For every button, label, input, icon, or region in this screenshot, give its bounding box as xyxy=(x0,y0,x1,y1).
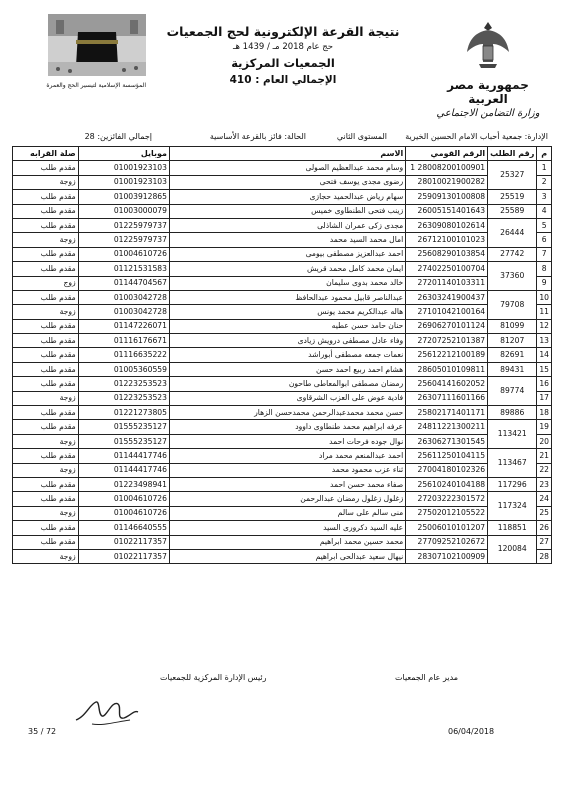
request-number: 89886 xyxy=(488,406,537,420)
national-id: 24811221300211 xyxy=(406,420,488,434)
national-id: 27709252102672 xyxy=(406,535,488,549)
national-id: 26309080102614 xyxy=(406,218,488,232)
request-number: 118851 xyxy=(488,521,537,535)
request-number: 81207 xyxy=(488,334,537,348)
table-row xyxy=(13,449,552,463)
row-number: 22 xyxy=(537,463,552,477)
national-id: 28010021900282 xyxy=(406,175,488,189)
relation: زوج xyxy=(13,276,79,290)
relation: مقدم طلب xyxy=(13,161,79,175)
row-number: 5 xyxy=(537,218,552,232)
relation: مقدم طلب xyxy=(13,521,79,535)
column-header: صلة القرابه xyxy=(13,147,79,161)
row-number: 23 xyxy=(537,477,552,491)
row-number: 21 xyxy=(537,449,552,463)
table-row xyxy=(13,305,552,319)
table-row xyxy=(13,319,552,333)
ministry-logo xyxy=(432,18,544,119)
mobile-number: 01116176671 xyxy=(78,334,169,348)
table-row xyxy=(13,377,552,391)
applicant-name: صفاء محمد حسن احمد xyxy=(169,477,405,491)
national-id: 28605010109811 xyxy=(406,362,488,376)
mobile-number: 01144417746 xyxy=(78,463,169,477)
row-number: 12 xyxy=(537,319,552,333)
applicant-name: رمضان مصطفى ابوالمعاطى طاحون xyxy=(169,377,405,391)
logo-caption: المؤسسة الإسلامية لتيسير الحج والعمرة xyxy=(46,82,146,89)
mobile-number: 01147226071 xyxy=(78,319,169,333)
national-id: 27101042100164 xyxy=(406,305,488,319)
row-number: 27 xyxy=(537,535,552,549)
applicant-name: فادية عوض على العزب الشرقاوى xyxy=(169,391,405,405)
mobile-number: 01004610726 xyxy=(78,492,169,506)
table-row xyxy=(13,204,552,218)
applicant-name: احمد عبدالمنعم محمد مراد xyxy=(169,449,405,463)
table-row xyxy=(13,477,552,491)
request-number: 117324 xyxy=(488,492,537,521)
applicant-name: امال محمد السيد محمد xyxy=(169,233,405,247)
request-number: 89431 xyxy=(488,362,537,376)
column-header: رقم الطلب xyxy=(488,147,537,161)
mobile-number: 01022117357 xyxy=(78,535,169,549)
mobile-number: 01121531583 xyxy=(78,262,169,276)
applicant-name: عرفه ابراهيم محمد طنطاوى داوود xyxy=(169,420,405,434)
mobile-number: 01555235127 xyxy=(78,434,169,448)
relation: زوجة xyxy=(13,506,79,520)
applicant-name: هشام احمد ربيع احمد حسن xyxy=(169,362,405,376)
relation: مقدم طلب xyxy=(13,262,79,276)
national-id: 27203222301572 xyxy=(406,492,488,506)
national-id: 28307102100909 xyxy=(406,549,488,563)
applicant-name: سهام رياض عبدالحميد حجازى xyxy=(169,190,405,204)
column-header: م xyxy=(537,147,552,161)
relation: زوجة xyxy=(13,233,79,247)
row-number: 4 xyxy=(537,204,552,218)
table-row xyxy=(13,535,552,549)
mobile-number: 01221273805 xyxy=(78,406,169,420)
row-number: 9 xyxy=(537,276,552,290)
applicant-name: ثناء عزب محمود محمد xyxy=(169,463,405,477)
report-title: نتيجة القرعة الإلكترونية لحج الجمعيات xyxy=(166,24,400,39)
row-number: 13 xyxy=(537,334,552,348)
request-number: 117296 xyxy=(488,477,537,491)
mobile-number: 01555235127 xyxy=(78,420,169,434)
national-id: 25611250104115 xyxy=(406,449,488,463)
applicant-name: منى سالم على سالم xyxy=(169,506,405,520)
applicant-name: رضوى مجدى يوسف فتحى xyxy=(169,175,405,189)
applicant-name: زينب فتحى الطنطاوى خميس xyxy=(169,204,405,218)
row-number: 2 xyxy=(537,175,552,189)
table-row xyxy=(13,492,552,506)
national-id: 25909130100808 xyxy=(406,190,488,204)
mobile-number: 01004610726 xyxy=(78,247,169,261)
kaaba-logo xyxy=(48,14,146,89)
row-number: 20 xyxy=(537,434,552,448)
applicant-name: ايمان محمد كامل محمد قريش xyxy=(169,262,405,276)
relation: زوجة xyxy=(13,434,79,448)
print-date: 06/04/2018 xyxy=(448,727,495,736)
relation: مقدم طلب xyxy=(13,420,79,434)
row-number: 18 xyxy=(537,406,552,420)
request-number: 89774 xyxy=(488,377,537,406)
relation: مقدم طلب xyxy=(13,190,79,204)
column-header: الاسم xyxy=(169,147,405,161)
relation: مقدم طلب xyxy=(13,204,79,218)
applicant-name: نيهال سعيد عبدالحى ابراهيم xyxy=(169,549,405,563)
row-number: 1 xyxy=(537,161,552,175)
applicant-name: عليه السيد دكرورى السيد xyxy=(169,521,405,535)
applicant-name: هاله عبدالكريم محمد يونس xyxy=(169,305,405,319)
row-number: 19 xyxy=(537,420,552,434)
relation: مقدم طلب xyxy=(13,535,79,549)
request-number: 82691 xyxy=(488,348,537,362)
national-id: 27502012105522 xyxy=(406,506,488,520)
national-id: 27402250100704 xyxy=(406,262,488,276)
applicant-name: مجدى زكى عمران الشاذلى xyxy=(169,218,405,232)
request-number: 113421 xyxy=(488,420,537,449)
mobile-number: 01225979737 xyxy=(78,218,169,232)
mobile-number: 01003912865 xyxy=(78,190,169,204)
table-row xyxy=(13,334,552,348)
national-id: 25802171401171 xyxy=(406,406,488,420)
mobile-number: 01003042728 xyxy=(78,305,169,319)
table-row xyxy=(13,549,552,563)
table-row xyxy=(13,362,552,376)
mobile-number: 01223253523 xyxy=(78,377,169,391)
report-header xyxy=(150,24,416,86)
relation: مقدم طلب xyxy=(13,247,79,261)
national-id: 25612212100189 xyxy=(406,348,488,362)
relation: مقدم طلب xyxy=(13,319,79,333)
row-number: 8 xyxy=(537,262,552,276)
national-id: 27207252101387 xyxy=(406,334,488,348)
mobile-number: 01001923103 xyxy=(78,161,169,175)
table-row xyxy=(13,420,552,434)
mobile-number: 01116635222 xyxy=(78,348,169,362)
handwritten-signature-icon xyxy=(72,690,142,730)
national-id: 26303241900437 xyxy=(406,290,488,304)
table-row xyxy=(13,276,552,290)
winners-table-wrapper xyxy=(12,146,552,564)
column-header: موبايل xyxy=(78,147,169,161)
applicant-name: عبدالناصر قابيل محمود عبدالحافظ xyxy=(169,290,405,304)
request-number: 27742 xyxy=(488,247,537,261)
applicant-name: محمد حسين محمد ابراهيم xyxy=(169,535,405,549)
mobile-number: 01004610726 xyxy=(78,506,169,520)
national-id: 26906270101124 xyxy=(406,319,488,333)
mobile-number: 01144417746 xyxy=(78,449,169,463)
mobile-number: 01144704567 xyxy=(78,276,169,290)
relation: زوجة xyxy=(13,175,79,189)
row-number: 17 xyxy=(537,391,552,405)
grand-total: الإجمالي العام : 410 xyxy=(229,74,337,86)
relation: مقدم طلب xyxy=(13,406,79,420)
table-row xyxy=(13,434,552,448)
national-id: 26005151401643 xyxy=(406,204,488,218)
request-number: 81099 xyxy=(488,319,537,333)
row-number: 28 xyxy=(537,549,552,563)
row-number: 7 xyxy=(537,247,552,261)
table-row xyxy=(13,406,552,420)
mobile-number: 01225979737 xyxy=(78,233,169,247)
table-row xyxy=(13,218,552,232)
row-number: 24 xyxy=(537,492,552,506)
request-number: 37360 xyxy=(488,262,537,291)
relation: مقدم طلب xyxy=(13,449,79,463)
row-number: 15 xyxy=(537,362,552,376)
mobile-number: 01005360559 xyxy=(78,362,169,376)
level-label: المستوى الثاني xyxy=(336,132,387,141)
applicant-name: وسام محمد عبدالعظيم الصولى xyxy=(169,161,405,175)
table-header-row xyxy=(13,147,552,161)
national-id: 26306271301545 xyxy=(406,434,488,448)
applicant-name: وفاء عادل مصطفى درويش زيادى xyxy=(169,334,405,348)
table-body xyxy=(13,161,552,564)
applicant-name: حسن محمد محمدعبدالرحمن محمدحسن الزهار xyxy=(169,406,405,420)
national-id: 25608290103854 xyxy=(406,247,488,261)
column-header: الرقم القومي xyxy=(406,147,488,161)
applicant-name: احمد عبدالعزيز مصطفى بيومى xyxy=(169,247,405,261)
mobile-number: 01001923103 xyxy=(78,175,169,189)
mobile-number: 01146640555 xyxy=(78,521,169,535)
applicant-name: نوال جوده فرحات احمد xyxy=(169,434,405,448)
status-label: الحالة: فائز بالقرعة الأساسية xyxy=(209,132,306,141)
relation: مقدم طلب xyxy=(13,477,79,491)
table-row xyxy=(13,161,552,175)
national-id: 26712100101023 xyxy=(406,233,488,247)
mobile-number: 01003000079 xyxy=(78,204,169,218)
request-number: 25519 xyxy=(488,190,537,204)
national-id: 28008200100901 1 xyxy=(406,161,488,175)
relation: زوجة xyxy=(13,391,79,405)
relation: مقدم طلب xyxy=(13,218,79,232)
row-number: 25 xyxy=(537,506,552,520)
table-row xyxy=(13,262,552,276)
table-row xyxy=(13,463,552,477)
relation: مقدم طلب xyxy=(13,377,79,391)
eagle-emblem-icon xyxy=(465,18,511,72)
central-head-signature-label: رئيس الإدارة المركزية للجمعيات xyxy=(160,673,267,682)
applicant-name: حنان حامد حسن عطيه xyxy=(169,319,405,333)
hajj-season: حج عام 2018 مـ / 1439 هـ xyxy=(232,42,334,52)
mobile-number: 01003042728 xyxy=(78,290,169,304)
applicant-name: خالد محمد بدوى سليمان xyxy=(169,276,405,290)
table-row xyxy=(13,506,552,520)
table-row xyxy=(13,521,552,535)
row-number: 16 xyxy=(537,377,552,391)
row-number: 3 xyxy=(537,190,552,204)
table-row xyxy=(13,190,552,204)
applicant-name: زغلول زغلول رمضان عبدالرحمن xyxy=(169,492,405,506)
row-number: 14 xyxy=(537,348,552,362)
ministry-name: وزارة التضامن الاجتماعي xyxy=(436,108,540,119)
applicant-name: نعمات جمعه مصطفى أبوراشد xyxy=(169,348,405,362)
table-row xyxy=(13,175,552,189)
table-row xyxy=(13,233,552,247)
table-row xyxy=(13,391,552,405)
kaaba-image-icon xyxy=(48,14,146,76)
request-number: 79708 xyxy=(488,290,537,319)
relation: مقدم طلب xyxy=(13,362,79,376)
mobile-number: 01223498941 xyxy=(78,477,169,491)
table-row xyxy=(13,247,552,261)
relation: مقدم طلب xyxy=(13,290,79,304)
national-id: 26307111601166 xyxy=(406,391,488,405)
report-subtitle: الجمعيات المركزية xyxy=(231,56,335,70)
republic-name: جمهورية مصر العربية xyxy=(447,78,529,106)
page-indicator: 35 / 72 xyxy=(28,727,57,736)
row-number: 6 xyxy=(537,233,552,247)
request-number: 120084 xyxy=(488,535,537,564)
winners-table xyxy=(12,146,552,564)
table-row xyxy=(13,290,552,304)
relation: زوجة xyxy=(13,305,79,319)
national-id: 27004180102326 xyxy=(406,463,488,477)
relation: مقدم طلب xyxy=(13,492,79,506)
administration-label: الإدارة: جمعية أحباب الامام الحسين الخيرية xyxy=(405,132,548,141)
row-number: 10 xyxy=(537,290,552,304)
relation: مقدم طلب xyxy=(13,348,79,362)
table-row xyxy=(13,348,552,362)
request-number: 26444 xyxy=(488,218,537,247)
relation: زوجة xyxy=(13,549,79,563)
winners-count: إجمالي الفائزين: 28 xyxy=(84,132,152,141)
row-number: 26 xyxy=(537,521,552,535)
relation: زوجة xyxy=(13,463,79,477)
national-id: 27201140103311 xyxy=(406,276,488,290)
request-number: 113467 xyxy=(488,449,537,478)
mobile-number: 01223253523 xyxy=(78,391,169,405)
request-number: 25327 xyxy=(488,161,537,190)
national-id: 25006010101207 xyxy=(406,521,488,535)
request-number: 25589 xyxy=(488,204,537,218)
row-number: 11 xyxy=(537,305,552,319)
national-id: 25610240104188 xyxy=(406,477,488,491)
national-id: 25604141602052 xyxy=(406,377,488,391)
relation: مقدم طلب xyxy=(13,334,79,348)
info-bar xyxy=(12,130,552,146)
mobile-number: 01022117357 xyxy=(78,549,169,563)
general-manager-signature-label: مدير عام الجمعيات xyxy=(395,673,459,682)
